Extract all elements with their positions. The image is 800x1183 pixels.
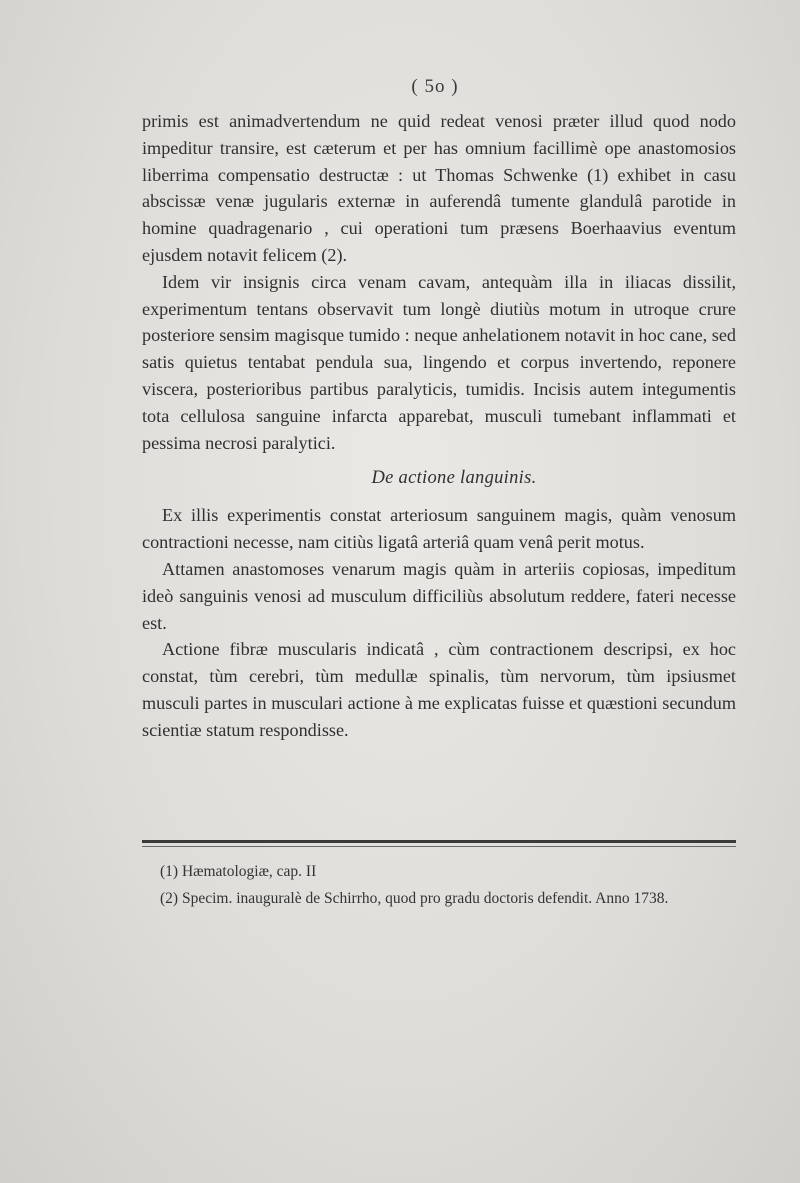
footnotes [160,858,750,912]
footnote-1: (1) Hæmatologiæ, cap. II [160,863,317,880]
paragraph-anastomoses: Attamen anastomoses venarum magis quàm in arteriis copiosas, impeditum ideò sanguinis venosi ad musculum difficiliùs absolutum reddere, fateri necesse est. [142,558,736,633]
footnote-rule-thin [142,846,736,847]
paragraph-continuation: primis est animadvertendum ne quid redeat venosi præter illud quod nodo impeditur transire, est cæterum et per has omnium facillimè ope anastomosios liberrima compensatio destructæ : ut Thomas Schwenke (1) exhibet in casu abscissæ venæ jugularis externæ in auferendâ tumente glandulâ parotide in homine quadragenario , cui operationi tum præsens Boerhaavius eventum ejusdem notavit felicem (2). [142,111,736,265]
footnote-rule-thick [142,840,736,843]
section-heading: De actione languinis. [371,468,537,489]
main-text [142,108,736,744]
paragraph-arteriosum: Ex illis experimentis constat arteriosum sanguinem magis, quàm venosum contractioni necesse, nam citiùs ligatâ arteriâ quam venâ perit motus. [142,505,736,553]
paragraph-vena-cava: Idem vir insignis circa venam cavam, antequàm illa in iliacas dissilit, experimentum tentans observavit tum longè diutiùs motum in utroque crure posteriore sensim magisque tumido : neque anhelationem notavit in hoc cane, sed satis quietus tentabat pendula sua, lingendo et corpus invertendo, reponere viscera, posterioribus partibus paralyticis, tumidis. Incisis autem integumentis tota cellulosa sanguine infarcta apparebat, musculi tumebant inflammati et pessima necrosi paralytici. [142,271,736,453]
footnote-2: (2) Specim. inauguralè de Schirrho, quod pro gradu doctoris defendit. Anno 1738. [160,890,669,907]
paragraph-actione-fibrae: Actione fibræ muscularis indicatâ , cùm contractionem descripsi, ex hoc constat, tùm cerebri, tùm medullæ spinalis, tùm nervorum, tùm ipsiusmet musculi partes in musculari actione à me explicatas fuisse et quæstioni secundum scientiæ statum respondisse. [142,639,736,740]
page-number: ( 5o ) [411,76,459,97]
